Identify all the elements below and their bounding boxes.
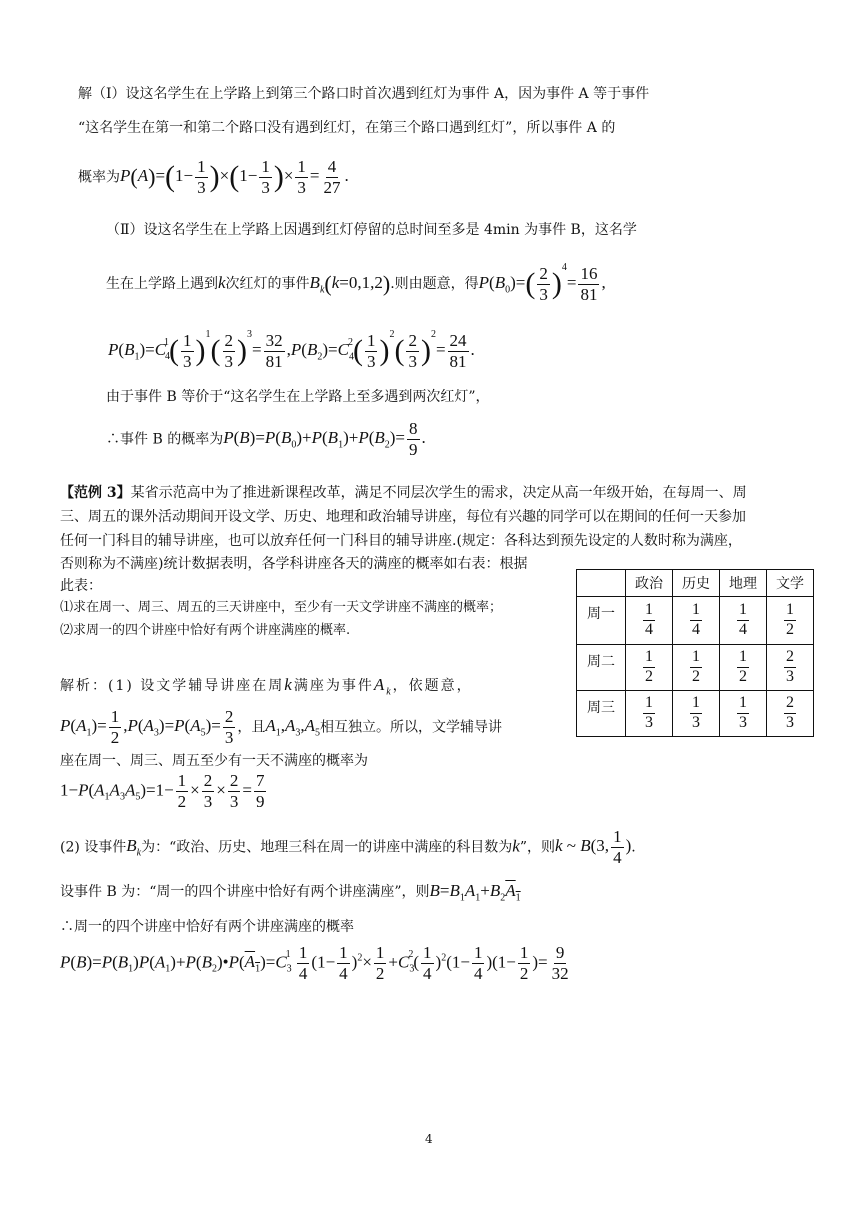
numerator: 1 — [643, 649, 655, 668]
text-segment: ”，则 — [519, 839, 555, 856]
numerator: 1 — [643, 695, 655, 714]
denominator: 2 — [786, 621, 794, 638]
table-cell — [720, 597, 767, 645]
solution3-line3: 座在周一、周三、周五至少有一天不满座的概率为 — [60, 753, 368, 769]
text-segment: 设事件 B 为：“周一的四个讲座中恰好有两个讲座满座”，则 — [60, 884, 430, 900]
example3-line5: 此表： — [60, 578, 102, 594]
example3-question2: ⑵求周一的四个讲座中恰好有两个讲座满座的概率. — [60, 623, 351, 638]
example-tag: 【范例 3】 — [60, 485, 131, 501]
solution-part1-line2: “这名学生在第一和第二个路口没有遇到红灯，在第三个路口遇到红灯”，所以事件 A 的 — [78, 120, 616, 136]
numerator: 2 — [784, 695, 796, 714]
table-cell — [767, 691, 814, 737]
solution-part2-formula-b: ∴事件 B 的概率为$P(B)=P(B_0)+P(B_1)+P(B_2)=$ $\frac{8}{9}$ . — [106, 419, 426, 459]
text-segment: 解析：(1) 设文学辅导讲座在周 — [60, 678, 285, 694]
denominator: 4 — [739, 621, 747, 638]
table-day-cell: 周一 — [577, 597, 626, 645]
numerator: 1 — [643, 602, 655, 621]
text-segment: 某省示范高中为了推进新课程改革，满足不同层次学生的需求，决定从高一年级开始，在每周一、周 — [130, 485, 747, 501]
table-cell — [673, 645, 720, 691]
denominator: 2 — [739, 668, 747, 685]
text-segment: 满座为事件 — [293, 678, 374, 694]
example3-line2: 三、周五的课外活动期间开设文学、历史、地理和政治辅导讲座，每位有兴趣的同学可以在期间的任何一天参加 — [60, 509, 746, 525]
denominator: 4 — [692, 621, 700, 638]
numerator: 1 — [690, 695, 702, 714]
example3-line3: 任何一门科目的辅导讲座，也可以放弃任何一门科目的辅导讲座.(规定：各科达到预先设定的人数时称为满座， — [60, 533, 742, 549]
table-cell — [626, 645, 673, 691]
probability-table — [576, 569, 814, 737]
text-segment: ，且 — [237, 719, 266, 736]
page-number: 4 — [425, 1132, 433, 1146]
solution-part2-line2: 生在上学路上遇到k次红灯的事件$B_k(k=0,1,2)$.则由题意，得$P(B_0)=$( $\frac{2}{3}$ )$^4$= $\frac{16}{81}$ , — [106, 262, 606, 304]
numerator: 1 — [690, 602, 702, 621]
numerator: 1 — [737, 649, 749, 668]
table-cell — [626, 691, 673, 737]
table-corner — [577, 570, 626, 597]
solution3-part3: 设事件 B 为：“周一的四个讲座中恰好有两个讲座满座”，则$B=B_1A_1+B_2A_1$ — [60, 881, 521, 904]
table-header-cell: 历史 — [673, 570, 720, 597]
solution-part1-formula: 概率为P(A)=(1− $\frac{1}{3}$ )×(1− $\frac{1}{3}$ )× $\frac{1}{3}$ = $\frac{4}{27}$ . — [78, 157, 349, 197]
solution-part1-line1: 解（Ⅰ）设这名学生在上学路上到第三个路口时首次遇到红灯为事件 A，因为事件 A 等于事件 — [78, 86, 650, 102]
table-header-row — [577, 570, 814, 597]
solution3-part2: (2) 设事件$B_k$为：“政治、历史、地理三科在周一的讲座中满座的科目数为k”，则k ~ B(3, $\frac{1}{4}$ ). — [60, 827, 636, 867]
table-cell — [720, 645, 767, 691]
table-header-cell: 政治 — [626, 570, 673, 597]
table-cell — [767, 597, 814, 645]
solution3-formula2: $P(B)=P(B_1)P(A_1)+P(B_2)•P(A_1)=C_3^1$ $\frac{1}{4}$ (1− $\frac{1}{4}$ )$^2$× $\frac{1}{2}$ $+C_3^2$( $\frac{1}{4}$ )$^2$(1− $\frac{1}{4}$ )(1− $\frac{1}{2}$ )= $\frac{9}{32}$ — [60, 943, 569, 983]
solution3-part4: ∴周一的四个讲座中恰好有两个讲座满座的概率 — [60, 919, 354, 935]
solution-part2-formula-b1-b2: $P(B_1)=C_4^1$( $\frac{1}{3}$ )$^1$( $\frac{2}{3}$ )$^3$= $\frac{32}{81}$ $,P(B_2)=C_4^2$( $\frac{1}{3}$ )$^2$( $\frac{2}{3}$ )$^2$= $\frac{24}{81}$ . — [108, 329, 475, 371]
solution-part2-line1: （Ⅱ）设这名学生在上学路上因遇到红灯停留的总时间至多是 4min 为事件 B，这名学 — [106, 222, 637, 238]
example3-line1 — [60, 486, 747, 500]
table-cell — [673, 597, 720, 645]
text-segment: 次红灯的事件 — [225, 276, 310, 292]
denominator: 3 — [786, 714, 794, 731]
text-segment: .则由题意，得 — [390, 276, 479, 292]
solution-part2-line3: 由于事件 B 等价于“这名学生在上学路上至多遇到两次红灯”， — [106, 389, 490, 405]
table-day-cell: 周二 — [577, 645, 626, 691]
numerator: 1 — [737, 695, 749, 714]
table-row — [577, 645, 814, 691]
solution3-line1: 解析：(1) 设文学辅导讲座在周k满座为事件$A_k$，依题意， — [60, 675, 473, 698]
denominator: 2 — [645, 668, 653, 685]
text-segment: 为：“政治、历史、地理三科在周一的讲座中满座的科目数为 — [141, 839, 513, 856]
denominator: 4 — [645, 621, 653, 638]
table-cell — [673, 691, 720, 737]
prob-prefix: 概率为 — [78, 169, 120, 186]
denominator: 3 — [786, 668, 794, 685]
table-cell — [720, 691, 767, 737]
example3-question1: ⑴求在周一、周三、周五的三天讲座中，至少有一天文学讲座不满座的概率； — [60, 600, 503, 615]
solution3-line2: $P(A_1)=$ $\frac{1}{2}$ $,P(A_3)=P(A_5)=$ $\frac{2}{3}$ ，且$A_1,A_3,A_5$相互独立。所以，文学辅导讲 — [60, 707, 503, 747]
example3-line4: 否则称为不满座)统计数据表明，各学科讲座各天的满座的概率如右表：根据 — [60, 556, 528, 572]
text-segment: (2) 设事件 — [60, 839, 127, 856]
table-cell — [767, 645, 814, 691]
denominator: 3 — [739, 714, 747, 731]
denominator: 3 — [692, 714, 700, 731]
table-header-cell: 地理 — [720, 570, 767, 597]
numerator: 1 — [784, 602, 796, 621]
text-segment: ，依题意， — [392, 678, 473, 694]
numerator: 1 — [737, 602, 749, 621]
table-header-cell: 文学 — [767, 570, 814, 597]
table-cell — [626, 597, 673, 645]
numerator: 1 — [690, 649, 702, 668]
text-segment: ∴事件 B 的概率为 — [106, 431, 224, 448]
denominator: 3 — [645, 714, 653, 731]
denominator: 2 — [692, 668, 700, 685]
text-segment: 生在上学路上遇到 — [106, 276, 218, 292]
table-row — [577, 691, 814, 737]
solution3-formula1: $1-P(A_1A_3A_5)=1-$ $\frac{1}{2}$ × $\frac{2}{3}$ × $\frac{2}{3}$ = $\frac{7}{9}$ — [60, 771, 265, 811]
table-row — [577, 597, 814, 645]
table-day-cell: 周三 — [577, 691, 626, 737]
numerator: 2 — [784, 649, 796, 668]
text-segment: 相互独立。所以，文学辅导讲 — [320, 719, 503, 736]
